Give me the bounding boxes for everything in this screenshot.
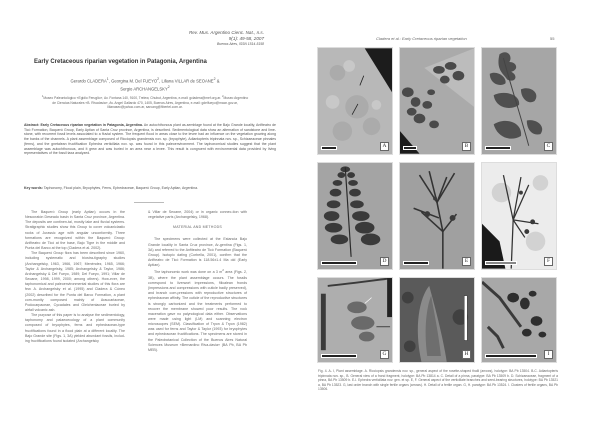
fossil-photo <box>400 48 474 154</box>
affiliation-sup: 2 <box>221 95 224 98</box>
paragraph-text: The taphonomic work was done on a 3 m <box>154 270 223 275</box>
figure-caption: Fig. 4. A- I, Plant assemblage. A. Ricciopsis grandensis nov. sp., general aspect of the rosette-shaped thalli (arrows), holotype: BA Pb 13504. B-C. Adiantopteris tripinnata nov. sp., B. General view of a frond fragment, holotype: BA Pb 13814 a. C. Detail of a pinna, paratype: BA Pb 13509 b. D. Schizaeaceae, fragment of a pinna, BA Pb 13509 b. E-I. Ephedra verticillata nov. gen. et sp. E, F. General aspect of the verticillate branches and seed-bearing structures, holotype: BA Pb 13521 a, BA Pb 13523. G, last order branch with single fertile organs (arrows). H. Detail of a fertile organ. G, H. paratype: BA Pb 13524. I. Clusters of fertile organs, BA Pb 13506. <box>318 369 558 391</box>
affiliation-text: Museo Paleontológico «Egidio Feruglio», Av. Fontana 140, 9100, Trelew, Chubut, Argentina, e-mail: gcladera@mef.org.ar. <box>43 96 222 101</box>
author-name: Sergio ARCHANGELSKY <box>120 86 168 92</box>
panel-label: D <box>380 257 389 266</box>
author-affiliation-sup: 2 <box>213 77 216 81</box>
paragraph-text: area (Figs. 2, 3B), where the plant assemblage occurs. The fossils correspond to liverwort impressions, filicalean fronds (impressions and compressions with cuticle badly preserved), and branch com-pressions with reproductive structures of ephedracean affinity. The cuticle of the reproductive structures is strongly carbonized and the treatments performed to recover the membrane showed poor results. The rock maceration gave no palynological data either. Observations were made using light (LM) and scanning electron microscopes (SEM). Classification of Tryon & Tryon (1982) was used for ferns and Taylor & Taylor (1993) for bryophytes and ephedracean fructifications. The specimens are stored in the Paleobotanical Collection of the Buenos Aires Natural Sciences Museum «Bernardino Riva-davia» (BA Pb, BA Pb MEB). <box>148 270 247 352</box>
author-name: Gerardo CLADERA <box>70 78 107 84</box>
panel-label: A <box>380 142 389 151</box>
section-divider <box>134 202 164 203</box>
running-head: Cladera et al.: Early Cretaceous riparian vegetation <box>376 36 467 41</box>
figure-panel-h <box>399 277 475 363</box>
affiliations <box>40 95 250 110</box>
fossil-photo <box>482 48 556 154</box>
paragraph: The Baqueró Group flora has been described since 1960, including systematic and biostra-tigraphy studies (Archangelsky, 1963, 1966, 1967; Menéndez, 1965, 1966; Taylor & Archangelsky, 1985; Archangelsky & Taylor, 1986; Archangelsky & Del Fueyo, 1989; Del Fueyo, 1991; Villar de Seoane, 1998, 1999, 2000; among others). How-ever, the taphonomical and paleoenvironmental studies of this flora are few. A. Archangelsky et al. (1995) and Cladera & Cúneo (2002) described for the Punta del Barco Formation, a plant com-munity composed mainly of Araucariaceae, Podocarpaceae, Cycadales and Gleicheniaceae buried by airfall volcanic ash. <box>25 251 125 312</box>
panel-label: C <box>544 142 553 151</box>
body-column-2 <box>148 210 247 353</box>
body-column-1 <box>25 210 125 344</box>
figure-panel-e <box>399 162 475 270</box>
panel-label: E <box>462 257 471 266</box>
abstract <box>24 123 276 156</box>
paragraph: The Baqueró Group (early Aptian) occurs in the Nesocratón Deseado basin in Santa Cruz province, Argentina. The deposits are continen-tal, mostly lake and fluvial systems. Stratigraphic studies show this Group to cover volcaniclastic rocks of Jurassic age with angular unconformity. Three formations are recognized within the Baqueró Group: Anfiteatro de Ticó at the base, Bajo Tigre in the middle and Punta del Barco at the top (Cladera et al. 2002). <box>25 210 125 251</box>
keywords <box>24 186 276 190</box>
affiliation-text: Museo Argentino de Ciencias Naturales «B. Rivadavia», Av. Angel Gallardo 470, 1405, Buenos Aires, Argentina, e-mail: gdelfueyo@macn.gov.ar, lilianasec@yahoo.com.ar, sarcang@fibertel.com.ar. <box>52 96 249 110</box>
author-ampersand: & <box>216 78 220 84</box>
journal-issn: Buenos Aires, ISSN 1514-5158 <box>217 42 264 46</box>
figure-panel-g <box>317 277 393 363</box>
figure-panel-i <box>481 277 557 363</box>
abstract-label: Abstract: Early Cretaceous riparian vegetation in Patagonia, Argentina. <box>24 123 143 127</box>
superscript: 2 <box>222 268 224 273</box>
keywords-text: Taphonomy, Flood plain, Bryophytes, Ferns, Ephedraceae, Baqueró Group, Early Aptian, Argentina. <box>43 186 199 190</box>
scale-bar <box>321 146 337 150</box>
figure-panel-a <box>317 47 393 155</box>
abstract-text: An autochthonous plant as-semblage found at the Bajo Grande locality, Anfiteatro de Ticó Formation, Baqueró Group, Early Aptian of Santa Cruz province, Argentina, is described. Sedimentological data show an alternation of sandstone and lime-stone, with recurrent fossil levels associated to a fluvial system. The frequent flood in areas close to the levee had an influence on the vegetation growing along the banks of the channels. A plant assemblage composed of Ricciopsis grandensis nov. sp. (bryophyte), Adiantopteris tripinnata nov. sp., Schizaeaceae pinnales (ferns), and the gnetalean fructification Ephedra verticillata nov. sp. was found in this paleoenvironment. The taphonomical studies suggest that the plant assemblage was autochthonous, and it grew and was buried in an area near a levee. This result is congruent with environmental data provided by living representatives of the fossil taxa analyzed. <box>24 123 277 156</box>
section-heading: MATERIAL AND METHODS <box>173 225 222 230</box>
fossil-photo <box>482 163 556 269</box>
figure-panel-c <box>481 47 557 155</box>
journal-volume: 9(1): 49-58, 2007 <box>228 36 264 41</box>
figure-panel-b <box>399 47 475 155</box>
panel-label: H <box>462 350 471 359</box>
scale-bar <box>485 354 537 358</box>
paragraph <box>148 268 247 353</box>
article-title: Early Cretaceous riparian vegetation in Patagonia, Argentina <box>34 59 207 65</box>
author-list: Gerardo CLADERA$^1$, Georgina M. Del FUEYO$^2$, Liliana VILLAR de SEOANE$^2$ & Sergio ARCHANGELSKY$^2$ <box>70 77 220 92</box>
scale-bar <box>403 146 417 150</box>
panel-label: G <box>380 350 389 359</box>
author-affiliation-sup: 1 <box>106 77 109 81</box>
figure-panel-d <box>317 162 393 270</box>
scale-bar <box>485 261 517 265</box>
scale-bar <box>321 261 357 265</box>
journal-name: Rev. Mus. Argentino Cienc. Nat., n.s. <box>188 30 264 35</box>
fossil-photo <box>318 163 392 269</box>
author-name: Liliana VILLAR de SEOANE <box>161 78 214 84</box>
paragraph: The purpose of this paper is to analyse the sedimentology, taphonomy and palaeoecology of a plant community composed of bryophytes, ferns and ephedracean-type fructifications found in a flood plain at a different locality. The Bajo Grande site (Figs. 1, 3A) yielded abundant fossils, includ-ing fructifications found isolated (Archangelsky <box>25 313 125 343</box>
journal-citation <box>189 30 264 47</box>
fossil-photo <box>318 48 392 154</box>
paragraph: & Villar de Seoane, 2004) or in organic connec-tion with vegetative parts (Archangelsky, 1968). <box>148 210 247 220</box>
panel-label: F <box>544 257 553 266</box>
panel-label: I <box>544 350 553 359</box>
keywords-label: Key words: <box>24 186 43 190</box>
author-affiliation-sup: 2 <box>157 77 160 81</box>
author-name: Georgina M. Del FUEYO <box>111 78 158 84</box>
author-affiliation-sup: 2 <box>167 85 170 90</box>
scale-bar <box>321 354 357 358</box>
scale-bar <box>403 261 429 265</box>
panel-label: B <box>462 142 471 151</box>
scale-bar <box>485 146 511 150</box>
paragraph: The specimens were collected at the Estancia Bajo Grande locality in Santa Cruz province, Ar-gentina (Figs. 1, 3A) and referred to the Anfiteatro de Ticó Formation (Baqueró Group). Isotopic dating (Corbella, 2001), confirm that the Anfiteatro de Ticó Formation is 118.56±1.4 Ma old (Early Aptian). <box>148 237 247 268</box>
affiliation-sup: 1 <box>41 95 44 98</box>
fossil-photo <box>400 163 474 269</box>
page-number: 55 <box>550 36 555 41</box>
figure-panel-f <box>481 162 557 270</box>
